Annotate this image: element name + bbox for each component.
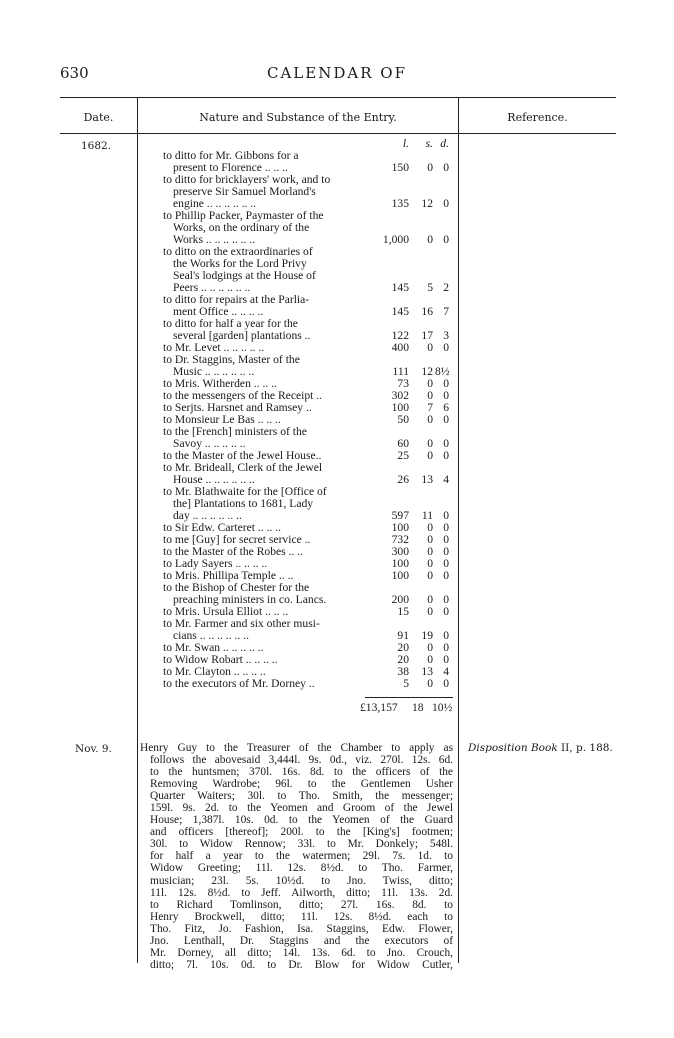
- payment-description: [163, 210, 368, 246]
- amount-shillings: 7: [427, 401, 433, 414]
- amount-pence: 0: [443, 437, 449, 450]
- payment-entry: [163, 426, 453, 450]
- amount-pounds: 145: [391, 305, 409, 318]
- amount-pounds: 20: [397, 641, 409, 654]
- amount-shillings: 12: [421, 365, 433, 378]
- entry-date: Nov. 9.: [75, 743, 112, 755]
- amount-pounds: 100: [391, 569, 409, 582]
- description-line: to the Bishop of Chester for the: [163, 581, 310, 594]
- amount-shillings: 0: [427, 569, 433, 582]
- description-line: ment Office .. .. .. ..: [173, 305, 264, 318]
- total-shillings: 18: [412, 701, 424, 714]
- description-line: to ditto for Mr. Gibbons for a: [163, 149, 299, 162]
- amount-shillings: 0: [427, 341, 433, 354]
- payment-description: [163, 462, 368, 486]
- amount-pence: 4: [443, 473, 449, 486]
- description-line: to Mr. Brideall, Clerk of the Jewel: [163, 461, 323, 474]
- description-line: to ditto for repairs at the Parlia-: [163, 293, 310, 306]
- amount-pence: 0: [443, 521, 449, 534]
- amount-pence: 8½: [435, 365, 450, 378]
- entry-paragraph: [140, 742, 453, 971]
- amount-shillings: 0: [427, 641, 433, 654]
- amount-shillings: 0: [427, 161, 433, 174]
- amount-pounds: 60: [397, 437, 409, 450]
- description-line: to the executors of Mr. Dorney ..: [163, 677, 315, 690]
- amount-pounds: 20: [397, 653, 409, 666]
- description-line: to Serjts. Harsnet and Ramsey ..: [163, 401, 312, 414]
- column-header-date: Date.: [83, 111, 114, 124]
- description-line: day .. .. .. .. .. ..: [173, 509, 242, 522]
- payment-description: [163, 246, 368, 294]
- paragraph-line: Mr. Dorney, all ditto; 14l. 13s. 6d. to Jno. Crouch,: [150, 946, 453, 959]
- reference-citation: [468, 742, 613, 754]
- paragraph-line: House; 1,387l. 10s. 0d. to the Yeomen of the Guard: [150, 814, 453, 827]
- payment-entry: [163, 294, 453, 318]
- amount-pence: 0: [443, 557, 449, 570]
- amount-pence: 0: [443, 533, 449, 546]
- payment-description: [163, 618, 368, 642]
- amount-shillings: 0: [427, 533, 433, 546]
- amount-shillings: 0: [427, 545, 433, 558]
- amount: [363, 198, 453, 210]
- date-column-rule: [137, 97, 138, 963]
- amount-shillings: 13: [421, 473, 433, 486]
- amount-pounds: 400: [391, 341, 409, 354]
- payment-description: [163, 426, 368, 450]
- amount-shillings: 11: [421, 509, 433, 522]
- amount-pounds: 200: [391, 593, 409, 606]
- description-line: Works, on the ordinary of the: [173, 221, 310, 234]
- description-line: to the messengers of the Receipt ..: [163, 389, 323, 402]
- description-line: Savoy .. .. .. .. ..: [173, 437, 246, 450]
- amount: [363, 306, 453, 318]
- description-line: preserve Sir Samuel Morland's: [173, 185, 316, 198]
- payment-entry: [163, 174, 453, 210]
- table-top-rule: [60, 97, 616, 98]
- description-line: House .. .. .. .. .. ..: [173, 473, 255, 486]
- description-line: to Mr. Levet .. .. .. .. ..: [163, 341, 265, 354]
- amount: [363, 162, 453, 174]
- amount: [363, 606, 453, 618]
- paragraph-line: 11l. 12s. 8½d. to Jeff. Ailworth, ditto; 11l. 13s. 2d.: [150, 886, 453, 899]
- amount-shillings: 0: [427, 593, 433, 606]
- description-line: the Works for the Lord Privy: [173, 257, 307, 270]
- amount-pounds: 26: [397, 473, 409, 486]
- payment-list: [163, 137, 453, 690]
- amount-pounds: 100: [391, 557, 409, 570]
- paragraph-line: Removing Wardrobe; 96l. to the Gentlemen Usher: [150, 778, 453, 791]
- amount-pence: 0: [443, 653, 449, 666]
- amount-pence: 6: [443, 401, 449, 414]
- amount: [363, 342, 453, 354]
- payment-description: [163, 294, 368, 318]
- amount-pence: 0: [443, 545, 449, 558]
- amount-pence: 3: [443, 329, 449, 342]
- amount-pence: 7: [443, 305, 449, 318]
- amount-pence: 0: [443, 569, 449, 582]
- description-line: to the Master of the Jewel House..: [163, 449, 322, 462]
- description-line: to me [Guy] for secret service ..: [163, 533, 311, 546]
- amount-pence: 0: [443, 389, 449, 402]
- amount-pence: 0: [443, 677, 449, 690]
- amount-pounds: 15: [397, 605, 409, 618]
- description-line: to Mris. Phillipa Temple .. ..: [163, 569, 294, 582]
- paragraph-line: to Richard Tomlinson, ditto; 27l. 16s. 8d. to: [150, 898, 453, 911]
- paragraph-line: Widow Greeting; 11l. 12s. 8½d. to Tho. Farmer,: [150, 862, 453, 875]
- page-number: 630: [60, 64, 89, 82]
- amount: [363, 282, 453, 294]
- amount-shillings: 5: [427, 281, 433, 294]
- amount-pence: 0: [443, 449, 449, 462]
- amount-shillings: 0: [427, 605, 433, 618]
- amount-shillings: s.: [425, 137, 433, 150]
- payment-description: [163, 174, 368, 210]
- amount-shillings: 16: [421, 305, 433, 318]
- paragraph-line: to the huntsmen; 370l. 16s. 8d. to the officers of the: [150, 766, 453, 779]
- reference-title: Disposition Book: [468, 742, 558, 754]
- description-line: to Monsieur Le Bas .. .. ..: [163, 413, 281, 426]
- payment-description: [163, 354, 368, 378]
- amount-pounds: 732: [391, 533, 409, 546]
- amount-pence: 0: [443, 197, 449, 210]
- amount-pounds: 300: [391, 545, 409, 558]
- description-line: to Lady Sayers .. .. .. ..: [163, 557, 268, 570]
- paragraph-line: Jno. Lenthall, Dr. Staggins and the executors of: [150, 934, 453, 947]
- description-line: Music .. .. .. .. .. ..: [173, 365, 255, 378]
- payment-description: [163, 582, 368, 606]
- description-line: Peers .. .. .. .. .. ..: [173, 281, 251, 294]
- amount-shillings: 0: [427, 389, 433, 402]
- amount-pence: 0: [443, 341, 449, 354]
- paragraph-line: Henry Brockwell, ditto; 11l. 12s. 8½d. each to: [150, 910, 453, 923]
- amount-pence: 0: [443, 233, 449, 246]
- description-line: to Mr. Swan .. .. .. .. ..: [163, 641, 264, 654]
- payment-entry: [163, 246, 453, 294]
- paragraph-line: for half a year to the watermen; 29l. 7s. 1d. to: [150, 850, 453, 863]
- description-line: to Widow Robart .. .. .. ..: [163, 653, 278, 666]
- description-line: to the [French] ministers of the: [163, 425, 307, 438]
- amount-pounds: 145: [391, 281, 409, 294]
- paragraph-line: and officers [thereof]; 200l. to the [King's] footmen;: [150, 826, 453, 839]
- amount-shillings: 0: [427, 233, 433, 246]
- description-line: to Mr. Blathwaite for the [Office of: [163, 485, 327, 498]
- amount-shillings: 13: [421, 665, 433, 678]
- column-header-nature: Nature and Substance of the Entry.: [199, 111, 397, 124]
- payment-entry: [163, 210, 453, 246]
- amount-pence: 0: [443, 161, 449, 174]
- amount-pounds: 100: [391, 521, 409, 534]
- payment-entry: [163, 354, 453, 378]
- amount-pence: 0: [443, 377, 449, 390]
- column-header-reference: Reference.: [507, 111, 568, 124]
- payment-description: [163, 318, 368, 342]
- amount: [363, 450, 453, 462]
- total-amount: [360, 701, 453, 715]
- amount-pounds: 50: [397, 413, 409, 426]
- year-label: 1682.: [81, 140, 112, 152]
- reference-column-rule: [458, 97, 459, 963]
- description-line: to ditto for half a year for the: [163, 317, 298, 330]
- description-line: to the Master of the Robes .. ..: [163, 545, 304, 558]
- amount: [363, 474, 453, 486]
- description-line: to Dr. Staggins, Master of the: [163, 353, 300, 366]
- running-head: CALENDAR OF: [267, 64, 407, 82]
- paragraph-line: 30l. to Widow Rennow; 33l. to Mr. Donkely; 548l.: [150, 838, 453, 851]
- payment-entry: [163, 150, 453, 174]
- description-line: present to Florence .. .. ..: [173, 161, 288, 174]
- amount-pounds: 135: [391, 197, 409, 210]
- amount-pence: 2: [443, 281, 449, 294]
- amount-pounds: 597: [391, 509, 409, 522]
- amount: [363, 570, 453, 582]
- description-line: to ditto on the extraordinaries of: [163, 245, 313, 258]
- amount-pounds: 5: [403, 677, 409, 690]
- amount-pounds: 111: [392, 365, 409, 378]
- amount-shillings: 0: [427, 653, 433, 666]
- payment-entry: [163, 582, 453, 606]
- paragraph-line: follows the abovesaid 3,444l. 9s. 0d., viz. 270l. 12s. 6d.: [150, 754, 453, 767]
- amount-pence: 0: [443, 629, 449, 642]
- amount-pounds: 25: [397, 449, 409, 462]
- paragraph-line: musician; 23l. 5s. 10½d. to Jno. Twiss, ditto;: [150, 874, 453, 887]
- amount-shillings: 0: [427, 449, 433, 462]
- amount-pounds: 38: [397, 665, 409, 678]
- description-line: Seal's lodgings at the House of: [173, 269, 316, 282]
- payment-entry: [163, 462, 453, 486]
- amount-pence: 0: [443, 593, 449, 606]
- amount-pounds: 100: [391, 401, 409, 414]
- description-line: preaching ministers in co. Lancs.: [173, 593, 327, 606]
- description-line: to Mr. Farmer and six other musi-: [163, 617, 320, 630]
- paragraph-line: Tho. Fitz, Jo. Fashion, Isa. Staggins, Edw. Flower,: [150, 922, 453, 935]
- paragraph-line: Henry Guy to the Treasurer of the Chamber to apply as: [140, 742, 453, 754]
- payment-description: [163, 678, 368, 690]
- amount-pounds: 302: [391, 389, 409, 402]
- paragraph-line: 159l. 9s. 2d. to the Yeomen and Groom of the Jewel: [150, 802, 453, 815]
- description-line: to Mris. Ursula Elliot .. .. ..: [163, 605, 289, 618]
- description-line: the] Plantations to 1681, Lady: [173, 497, 314, 510]
- amount-pounds: 91: [397, 629, 409, 642]
- amount-pounds: 1,000: [382, 233, 409, 246]
- paragraph-line: Quarter Waiters; 30l. to Tho. Smith, the messenger;: [150, 790, 453, 803]
- amount: [363, 678, 453, 690]
- amount: [363, 138, 453, 150]
- amount-shillings: 0: [427, 557, 433, 570]
- description-line: cians .. .. .. .. .. ..: [173, 629, 249, 642]
- description-line: to Phillip Packer, Paymaster of the: [163, 209, 324, 222]
- amount-pounds: 73: [397, 377, 409, 390]
- description-line: to ditto for bricklayers' work, and to: [163, 173, 331, 186]
- description-line: to Sir Edw. Carteret .. .. ..: [163, 521, 282, 534]
- description-line: Works .. .. .. .. .. ..: [173, 233, 256, 246]
- amount-pounds: 150: [391, 161, 409, 174]
- amount-shillings: 0: [427, 521, 433, 534]
- amount-pence: 0: [443, 641, 449, 654]
- total-rule: [365, 697, 453, 698]
- amount-shillings: 0: [427, 437, 433, 450]
- amount-pence: 0: [443, 509, 449, 522]
- payment-entry: [163, 318, 453, 342]
- amount-pence: 4: [443, 665, 449, 678]
- paragraph-line: ditto; 7l. 10s. 0d. to Dr. Blow for Widow Cutler,: [150, 958, 453, 971]
- payment-entry: [163, 486, 453, 522]
- amount-shillings: 17: [421, 329, 433, 342]
- description-line: several [garden] plantations ..: [173, 329, 311, 342]
- description-line: to Mr. Clayton .. .. .. ..: [163, 665, 266, 678]
- payment-description: [163, 150, 368, 174]
- amount-pounds: l.: [402, 137, 409, 150]
- amount: [363, 234, 453, 246]
- amount-pence: d.: [440, 137, 449, 150]
- amount-shillings: 0: [427, 377, 433, 390]
- payment-description: [163, 486, 368, 522]
- total-pounds: £13,157: [360, 701, 398, 714]
- amount-shillings: 12: [421, 197, 433, 210]
- payment-entry: [163, 678, 453, 690]
- amount: [363, 414, 453, 426]
- amount-shillings: 0: [427, 677, 433, 690]
- amount-pence: 0: [443, 413, 449, 426]
- amount-pence: 0: [443, 605, 449, 618]
- reference-locator: II, p. 188.: [557, 742, 613, 754]
- description-line: engine .. .. .. .. .. ..: [173, 197, 257, 210]
- total-pence: 10½: [432, 701, 453, 714]
- amount-shillings: 19: [421, 629, 433, 642]
- table-header-rule: [60, 133, 616, 134]
- description-line: to Mris. Witherden .. .. ..: [163, 377, 277, 390]
- amount-shillings: 0: [427, 413, 433, 426]
- payment-entry: [163, 618, 453, 642]
- amount-pounds: 122: [391, 329, 409, 342]
